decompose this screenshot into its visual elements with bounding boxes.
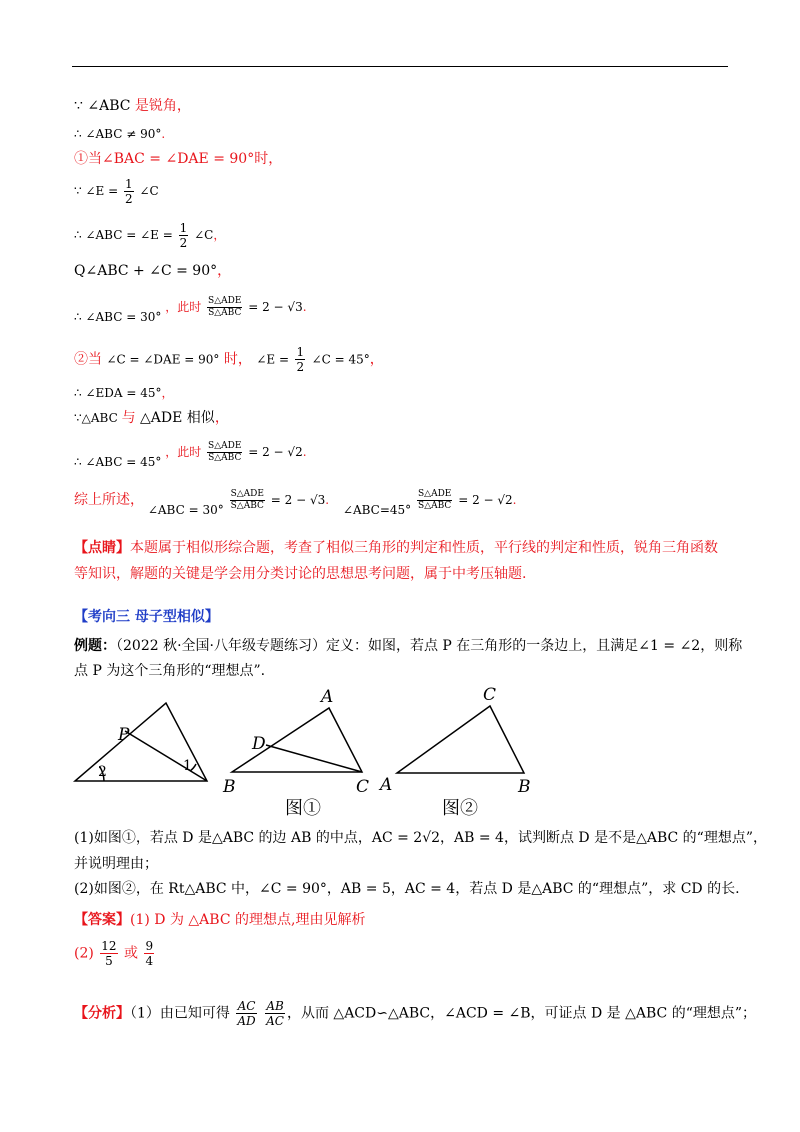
proof-text: = 2 − √2 bbox=[458, 493, 513, 507]
answer-label: 【答案】 bbox=[74, 912, 130, 928]
proof-text: = 2 − √3 bbox=[270, 493, 326, 507]
proof-line-5: ∴ ∠ABC = ∠E = $\frac{1}{2}$ ∠C， bbox=[74, 221, 226, 250]
label-angle-2: 2 bbox=[98, 764, 107, 780]
proof-line-6: Q∠ABC + ∠C = 90°， bbox=[74, 263, 232, 279]
proof-text: ∵△ABC bbox=[74, 411, 122, 425]
analysis-text: （1）由已知可得 bbox=[130, 1005, 230, 1022]
proof-text: Q∠ABC + ∠C = 90° bbox=[74, 263, 218, 279]
label-b: B bbox=[223, 777, 236, 797]
case-2-heading: ②当 bbox=[74, 351, 102, 368]
figure-2-caption: 图② bbox=[442, 798, 478, 819]
fraction-9-4: $\frac{9}{4}$ bbox=[145, 939, 154, 968]
analysis-label: 【分析】 bbox=[74, 1005, 130, 1022]
proof-text: ∠C = ∠DAE = 90° bbox=[106, 352, 220, 367]
proof-text: ∠C = 45° bbox=[311, 352, 370, 367]
header-rule bbox=[72, 66, 728, 67]
answer-text: 或 bbox=[124, 945, 139, 962]
key-point-text: 本题属于相似形综合题，考查了相似三角形的判定和性质，平行线的判定和性质，锐角三角函数等知识，解题的关键是学会用分类讨论的思想思考问题，属于中考压轴题. bbox=[74, 540, 718, 582]
proof-line-2: ∴ ∠ABC ≠ 90°. bbox=[74, 127, 166, 141]
proof-text: ∴ ∠ABC = 45° bbox=[74, 455, 162, 469]
proof-text: ∠ABC=45° bbox=[342, 503, 412, 517]
fraction-half: $\frac{1}{2}$ bbox=[124, 177, 133, 206]
proof-line-1: ∵ ∠ABC 是锐角， bbox=[74, 98, 191, 114]
proof-text-red: ，此时 bbox=[165, 445, 202, 459]
example-line-1 bbox=[74, 637, 742, 655]
proof-text-red: 与 bbox=[121, 410, 136, 426]
label-d: D bbox=[252, 734, 266, 754]
answer-text: (2) bbox=[74, 945, 94, 962]
proof-line-11: ∴ ∠ABC = 45° ，此时 $\frac{\text{S△ADE}}{\text{S△ABC}}$ = 2 − √2. bbox=[74, 441, 307, 469]
proof-text: ∠ABC = 30° bbox=[147, 503, 224, 517]
area-ratio-fraction: $\frac{\text{S△ADE}}{\text{S△ABC}}$ bbox=[208, 296, 242, 318]
label-angle-1: 1 bbox=[183, 758, 192, 774]
proof-line-9: ∴ ∠EDA = 45°， bbox=[74, 386, 174, 400]
label-c: C bbox=[483, 685, 497, 705]
label-b: B bbox=[518, 777, 531, 797]
proof-text-red: ，此时 bbox=[165, 300, 202, 314]
example-line-2: 点 P 为这个三角形的“理想点”. bbox=[74, 663, 266, 679]
answer-line-1 bbox=[74, 911, 365, 929]
proof-text-red: 时， bbox=[223, 351, 252, 368]
fraction-12-5: $\frac{12}{5}$ bbox=[101, 939, 117, 968]
figure-2-triangle bbox=[397, 706, 524, 773]
case-1-heading: ①当∠BAC = ∠DAE = 90°时 bbox=[74, 151, 269, 167]
proof-text: ∴ ∠ABC = 30° bbox=[74, 310, 162, 324]
proof-text: = 2 − √2 bbox=[248, 445, 303, 459]
proof-line-8: ②当 ∠C = ∠DAE = 90° 时， ∠E = $\frac{1}{2}$ ∠C = 45°， bbox=[74, 345, 384, 374]
area-ratio-fraction: $\frac{\text{S△ADE}}{\text{S△ABC}}$ bbox=[208, 441, 242, 463]
figure-1-caption: 图① bbox=[285, 798, 321, 819]
question-2: (2)如图②，在 Rt△ABC 中，∠C = 90°，AB = 5，AC = 4，若点 D 是△ABC 的“理想点”，求 CD 的长. bbox=[74, 881, 740, 897]
key-point-note bbox=[74, 535, 730, 587]
proof-text-red: 是锐角 bbox=[134, 98, 177, 114]
proof-line-3: ①当∠BAC = ∠DAE = 90°时， bbox=[74, 151, 283, 167]
proof-text: = 2 − √3 bbox=[248, 300, 303, 314]
proof-line-12: 综上所述， ∠ABC = 30° $\frac{\text{S△ADE}}{\text{S△ABC}}$ = 2 − √3. ∠ABC=45° $\frac{\text{S△ADE}}{\text{S△ABC}}$ = 2 − √2. bbox=[74, 489, 517, 517]
label-p: P bbox=[118, 725, 130, 745]
answer-line-2 bbox=[74, 940, 156, 967]
area-ratio-fraction: $\frac{\text{S△ADE}}{\text{S△ABC}}$ bbox=[230, 489, 264, 511]
label-a: A bbox=[380, 775, 393, 795]
question-1-line-2: 并说明理由； bbox=[74, 856, 158, 872]
area-ratio-fraction: $\frac{\text{S△ADE}}{\text{S△ABC}}$ bbox=[418, 489, 452, 511]
proof-text: ∴ ∠EDA = 45° bbox=[74, 386, 162, 400]
fraction-ac-ad: $\frac{AC}{AD}$ bbox=[237, 999, 256, 1028]
proof-text: ∴ ∠ABC = ∠E = bbox=[74, 228, 173, 242]
section-heading: 【考向三 母子型相似】 bbox=[74, 609, 219, 625]
label-c: C bbox=[356, 777, 370, 797]
proof-text: ∠E = bbox=[256, 352, 290, 367]
analysis-line bbox=[74, 1000, 756, 1027]
label-a: A bbox=[321, 687, 334, 707]
proof-text: ∵ ∠E = bbox=[74, 184, 119, 198]
summary-label: 综上所述， bbox=[74, 492, 144, 508]
example-text: （2022 秋·全国·八年级专题练习）定义：如图，若点 P 在三角形的一条边上，且满足∠1 = ∠2，则称 bbox=[116, 638, 743, 654]
fraction-ab-ac: $\frac{AB}{AC}$ bbox=[266, 999, 284, 1028]
figures bbox=[0, 680, 800, 820]
proof-text: ∠C bbox=[139, 184, 159, 198]
proof-text: ∠C bbox=[194, 228, 214, 242]
proof-line-10: ∵△ABC 与 △ADE 相似， bbox=[74, 410, 229, 426]
proof-line-7: ∴ ∠ABC = 30° ，此时 $\frac{\text{S△ADE}}{\text{S△ABC}}$ = 2 − √3. bbox=[74, 296, 307, 324]
proof-text: ∴ ∠ABC ≠ 90° bbox=[74, 127, 162, 141]
example-label: 例题： bbox=[74, 638, 116, 654]
proof-text: ∵ ∠ABC bbox=[74, 98, 135, 114]
proof-line-4 bbox=[74, 178, 159, 205]
proof-text: △ADE 相似 bbox=[135, 410, 215, 426]
key-point-label: 【点睛】 bbox=[74, 540, 130, 556]
fraction-half: $\frac{1}{2}$ bbox=[179, 221, 188, 250]
question-1-line-1: (1)如图①，若点 D 是△ABC 的边 AB 的中点，AC = 2√2，AB = 4，试判断点 D 是不是△ABC 的“理想点”， bbox=[74, 830, 767, 846]
answer-text: (1) D 为 △ABC 的理想点,理由见解析 bbox=[130, 912, 366, 928]
analysis-text: ，从而 △ACD∽△ABC，∠ACD = ∠B，可证点 D 是 △ABC 的“理想点”； bbox=[286, 1005, 757, 1022]
fraction-half: $\frac{1}{2}$ bbox=[296, 345, 305, 374]
